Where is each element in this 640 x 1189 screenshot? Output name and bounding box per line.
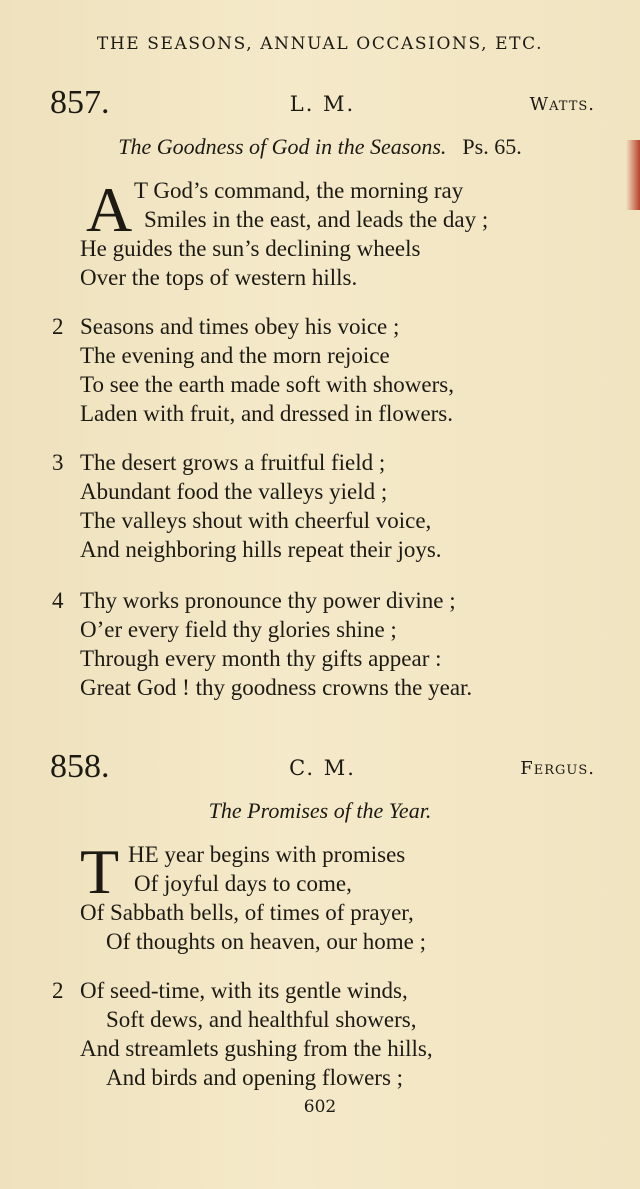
verse-line: Soft dews, and healthful showers, [106, 1007, 417, 1032]
hymn-857-stanza-4 [50, 586, 610, 702]
verse-line: To see the earth made soft with showers, [80, 372, 454, 397]
hymn-857-stanza-2 [50, 312, 610, 428]
stanza-number: 3 [52, 450, 64, 475]
scripture-reference: Ps. 65. [462, 134, 522, 159]
drop-cap: T [80, 836, 120, 907]
hymn-857-stanza-3 [50, 448, 610, 564]
hymn-858-stanza-2 [50, 976, 610, 1092]
stanza-number: 2 [52, 978, 64, 1003]
verse-line: The desert grows a fruitful field ; [80, 450, 386, 475]
verse-line: Over the tops of western hills. [80, 265, 358, 290]
hymn-858-subtitle [0, 798, 640, 824]
stanza-number: 2 [52, 314, 64, 339]
verse-line: He guides the sun’s declining wheels [80, 236, 421, 261]
hymn-857-header [50, 84, 595, 124]
verse-line: Of seed-time, with its gentle winds, [80, 978, 408, 1003]
hymn-857-subtitle [0, 134, 640, 160]
verse-line: Abundant food the valleys yield ; [80, 479, 388, 504]
verse-line: Seasons and times obey his voice ; [80, 314, 400, 339]
hymn-subtitle-text: The Promises of the Year. [208, 798, 432, 823]
verse-line: And birds and opening flowers ; [106, 1065, 404, 1090]
verse-line: And neighboring hills repeat their joys. [80, 537, 442, 562]
hymn-tune: Fergus. [520, 758, 595, 779]
verse-line: Of thoughts on heaven, our home ; [106, 929, 427, 954]
verse-line: The evening and the morn rejoice [80, 343, 390, 368]
hymn-meter: L. M. [289, 92, 356, 116]
hymn-subtitle-text: The Goodness of God in the Seasons. [118, 134, 447, 159]
hymn-tune: Watts. [529, 94, 595, 115]
verse-line: Smiles in the east, and leads the day ; [144, 207, 489, 232]
hymn-meter: C. M. [289, 756, 356, 780]
verse-line: The valleys shout with cheerful voice, [80, 508, 432, 533]
verse-line: Great God ! thy goodness crowns the year. [80, 675, 473, 700]
verse-line: And streamlets gushing from the hills, [80, 1036, 433, 1061]
verse-line: O’er every field thy glories shine ; [80, 617, 397, 642]
hymn-number: 857. [50, 84, 110, 121]
drop-cap: A [86, 174, 133, 245]
hymn-number: 858. [50, 748, 110, 785]
hymn-858-header [50, 748, 595, 788]
verse-line: HE year begins with promises [128, 842, 406, 867]
stanza-number: 4 [52, 588, 64, 613]
hymn-858-stanza-1 [50, 836, 610, 956]
verse-line: Of joyful days to come, [134, 871, 352, 896]
verse-line: Thy works pronounce thy power divine ; [80, 588, 456, 613]
page-number: 602 [303, 1097, 337, 1117]
running-head: THE SEASONS, ANNUAL OCCASIONS, ETC. [96, 34, 544, 54]
verse-line: Through every month thy gifts appear : [80, 646, 442, 671]
verse-line: Of Sabbath bells, of times of prayer, [80, 900, 414, 925]
hymn-857-stanza-1 [50, 176, 610, 292]
verse-line: Laden with fruit, and dressed in flowers. [80, 401, 454, 426]
verse-line: T God’s command, the morning ray [134, 178, 464, 203]
